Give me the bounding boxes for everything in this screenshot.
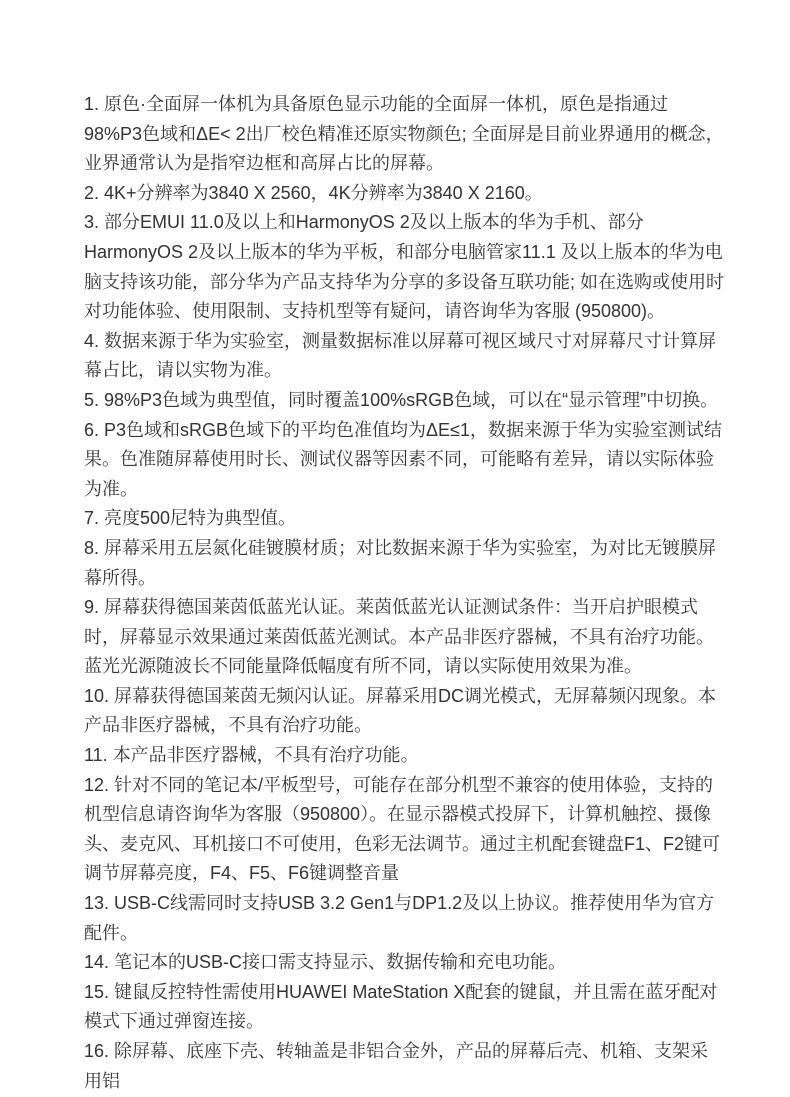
disclaimer-item-12: 12. 针对不同的笔记本/平板型号，可能存在部分机型不兼容的使用体验，支持的机型信息请咨询华为客服（950800）。在显示器模式投屏下，计算机触控、摄像头、麦克风、耳机接口不可使用，色彩无法调节。通过主机配套键盘F1、F2键可调节屏幕亮度，F4、F5、F6键调整音量: [84, 774, 721, 884]
disclaimer-item-5: 5. 98%P3色域为典型值，同时覆盖100%sRGB色域，可以在“显示管理”中切换。: [84, 389, 719, 410]
disclaimer-list: [84, 90, 724, 1096]
disclaimer-item-11: 11. 本产品非医疗器械，不具有治疗功能。: [84, 745, 419, 766]
disclaimer-item-16: 16. 除屏幕、底座下壳、转轴盖是非铝合金外，产品的屏幕后壳、机箱、支架采用铝: [84, 1041, 709, 1091]
disclaimer-item-4: 4. 数据来源于华为实验室，测量数据标准以屏幕可视区域尺寸对屏幕尺寸计算屏幕占比，请以实物为准。: [84, 330, 717, 381]
disclaimer-item-15: 15. 键鼠反控特性需使用HUAWEI MateStation X配套的键鼠，并且需在蓝牙配对模式下通过弹窗连接。: [84, 981, 718, 1032]
disclaimer-item-10: 10. 屏幕获得德国莱茵无频闪认证。屏幕采用DC调光模式，无屏幕频闪现象。本产品非医疗器械，不具有治疗功能。: [84, 685, 717, 736]
disclaimer-item-13: 13. USB-C线需同时支持USB 3.2 Gen1与DP1.2及以上协议。推荐使用华为官方配件。: [84, 893, 715, 943]
disclaimer-item-9: 9. 屏幕获得德国莱茵低蓝光认证。莱茵低蓝光认证测试条件：当开启护眼模式时，屏幕显示效果通过莱茵低蓝光测试。本产品非医疗器械，不具有治疗功能。蓝光光源随波长不同能量降低幅度有所不同，请以实际使用效果为准。: [84, 597, 714, 677]
disclaimer-item-6: 6. P3色域和sRGB色域下的平均色准值均为ΔE≤1，数据来源于华为实验室测试结果。色准随屏幕使用时长、测试仪器等因素不同，可能略有差异，请以实际体验为准。: [84, 419, 722, 499]
disclaimer-item-1: 1. 原色·全面屏一体机为具备原色显示功能的全面屏一体机，原色是指通过98%P3色域和ΔE< 2出厂校色精准还原实物颜色; 全面屏是目前业界通用的概念，业界通常认为是指窄边框和高屏占比的屏幕。: [84, 94, 724, 174]
disclaimer-item-7: 7. 亮度500尼特为典型值。: [84, 508, 297, 529]
disclaimer-item-2: 2. 4K+分辨率为3840 X 2560，4K分辨率为3840 X 2160。: [84, 182, 543, 203]
disclaimer-item-14: 14. 笔记本的USB-C接口需支持显示、数据传输和充电功能。: [84, 952, 567, 973]
disclaimer-item-3: 3. 部分EMUI 11.0及以上和HarmonyOS 2及以上版本的华为手机、部分HarmonyOS 2及以上版本的华为平板，和部分电脑管家11.1 及以上版本的华为电脑支持该功能，部分华为产品支持华为分享的多设备互联功能; 如在选购或使用时对功能体验、使用限制、支持机型等有疑问，请咨询华为客服 (950800)。: [84, 212, 724, 322]
disclaimer-item-8: 8. 屏幕采用五层氮化硅镀膜材质；对比数据来源于华为实验室，为对比无镀膜屏幕所得。: [84, 537, 717, 588]
